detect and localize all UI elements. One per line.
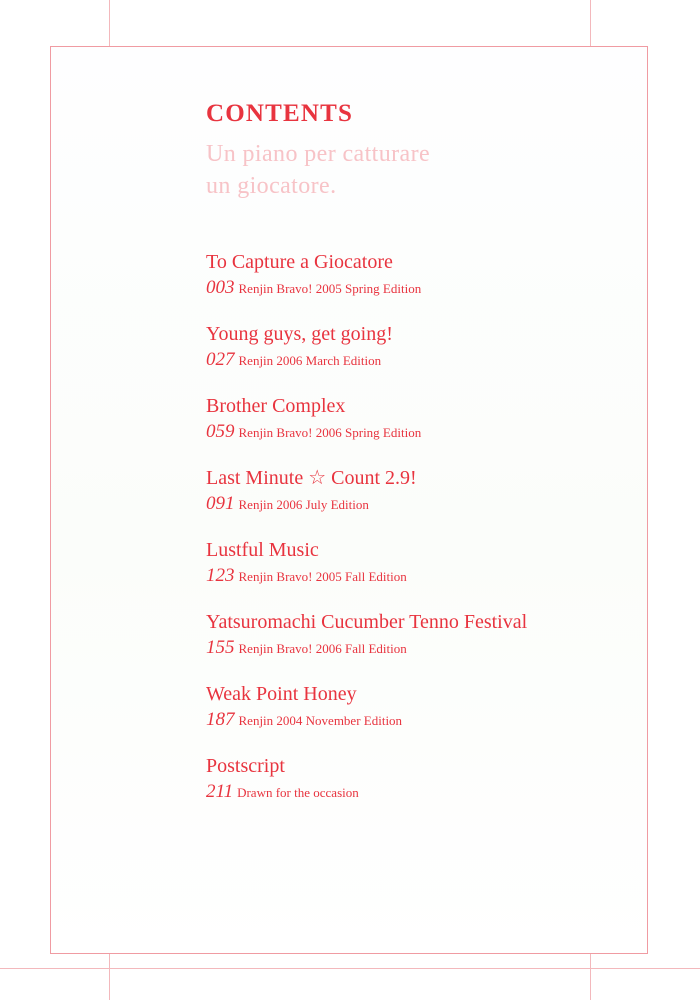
toc-entry-title: Postscript (206, 755, 285, 778)
toc-entry-meta (206, 710, 626, 729)
toc-entry-page: 187 (206, 709, 235, 731)
list-item[interactable] (206, 682, 626, 729)
toc-entry-source: Drawn for the occasion (237, 785, 359, 801)
toc-entry-page: 123 (206, 565, 235, 587)
toc-entry-meta (206, 422, 626, 441)
toc-entry-title: To Capture a Giocatore (206, 251, 393, 274)
table-of-contents (206, 250, 626, 801)
toc-entry-page: 059 (206, 421, 235, 443)
toc-entry-source: Renjin Bravo! 2006 Fall Edition (238, 641, 407, 657)
toc-entry-source: Renjin Bravo! 2005 Spring Edition (238, 281, 422, 297)
toc-entry-page: 211 (206, 781, 234, 803)
toc-entry-title: Young guys, get going! (206, 323, 393, 346)
toc-entry-page: 027 (206, 349, 235, 371)
guide-line-bottom (0, 968, 700, 969)
toc-entry-meta (206, 566, 626, 585)
toc-entry-meta (206, 638, 626, 657)
toc-entry-title: Yatsuromachi Cucumber Tenno Festival (206, 611, 528, 634)
toc-entry-title: Lustful Music (206, 539, 319, 562)
toc-entry-page: 091 (206, 493, 235, 515)
list-item[interactable] (206, 610, 626, 657)
toc-entry-meta (206, 350, 626, 369)
list-item[interactable] (206, 250, 626, 297)
page-subtitle-line-1: Un piano per catturare (206, 140, 431, 167)
list-item[interactable] (206, 322, 626, 369)
toc-entry-source: Renjin 2006 March Edition (238, 353, 382, 369)
list-item[interactable] (206, 754, 626, 801)
toc-entry-meta (206, 782, 626, 801)
toc-entry-meta (206, 494, 626, 513)
toc-entry-meta (206, 278, 626, 297)
toc-entry-title: Brother Complex (206, 395, 346, 418)
toc-entry-source: Renjin 2006 July Edition (238, 497, 369, 513)
toc-entry-source: Renjin Bravo! 2005 Fall Edition (238, 569, 407, 585)
toc-entry-title: Last Minute ☆ Count 2.9! (206, 467, 417, 490)
toc-entry-source: Renjin Bravo! 2006 Spring Edition (238, 425, 422, 441)
list-item[interactable] (206, 394, 626, 441)
list-item[interactable] (206, 466, 626, 513)
page-subtitle-line-2: un giocatore. (206, 172, 337, 199)
toc-entry-title: Weak Point Honey (206, 683, 357, 706)
page-title: CONTENTS (206, 100, 354, 127)
list-item[interactable] (206, 538, 626, 585)
contents-page (206, 100, 626, 826)
toc-entry-page: 003 (206, 277, 235, 299)
toc-entry-source: Renjin 2004 November Edition (238, 713, 403, 729)
toc-entry-page: 155 (206, 637, 235, 659)
